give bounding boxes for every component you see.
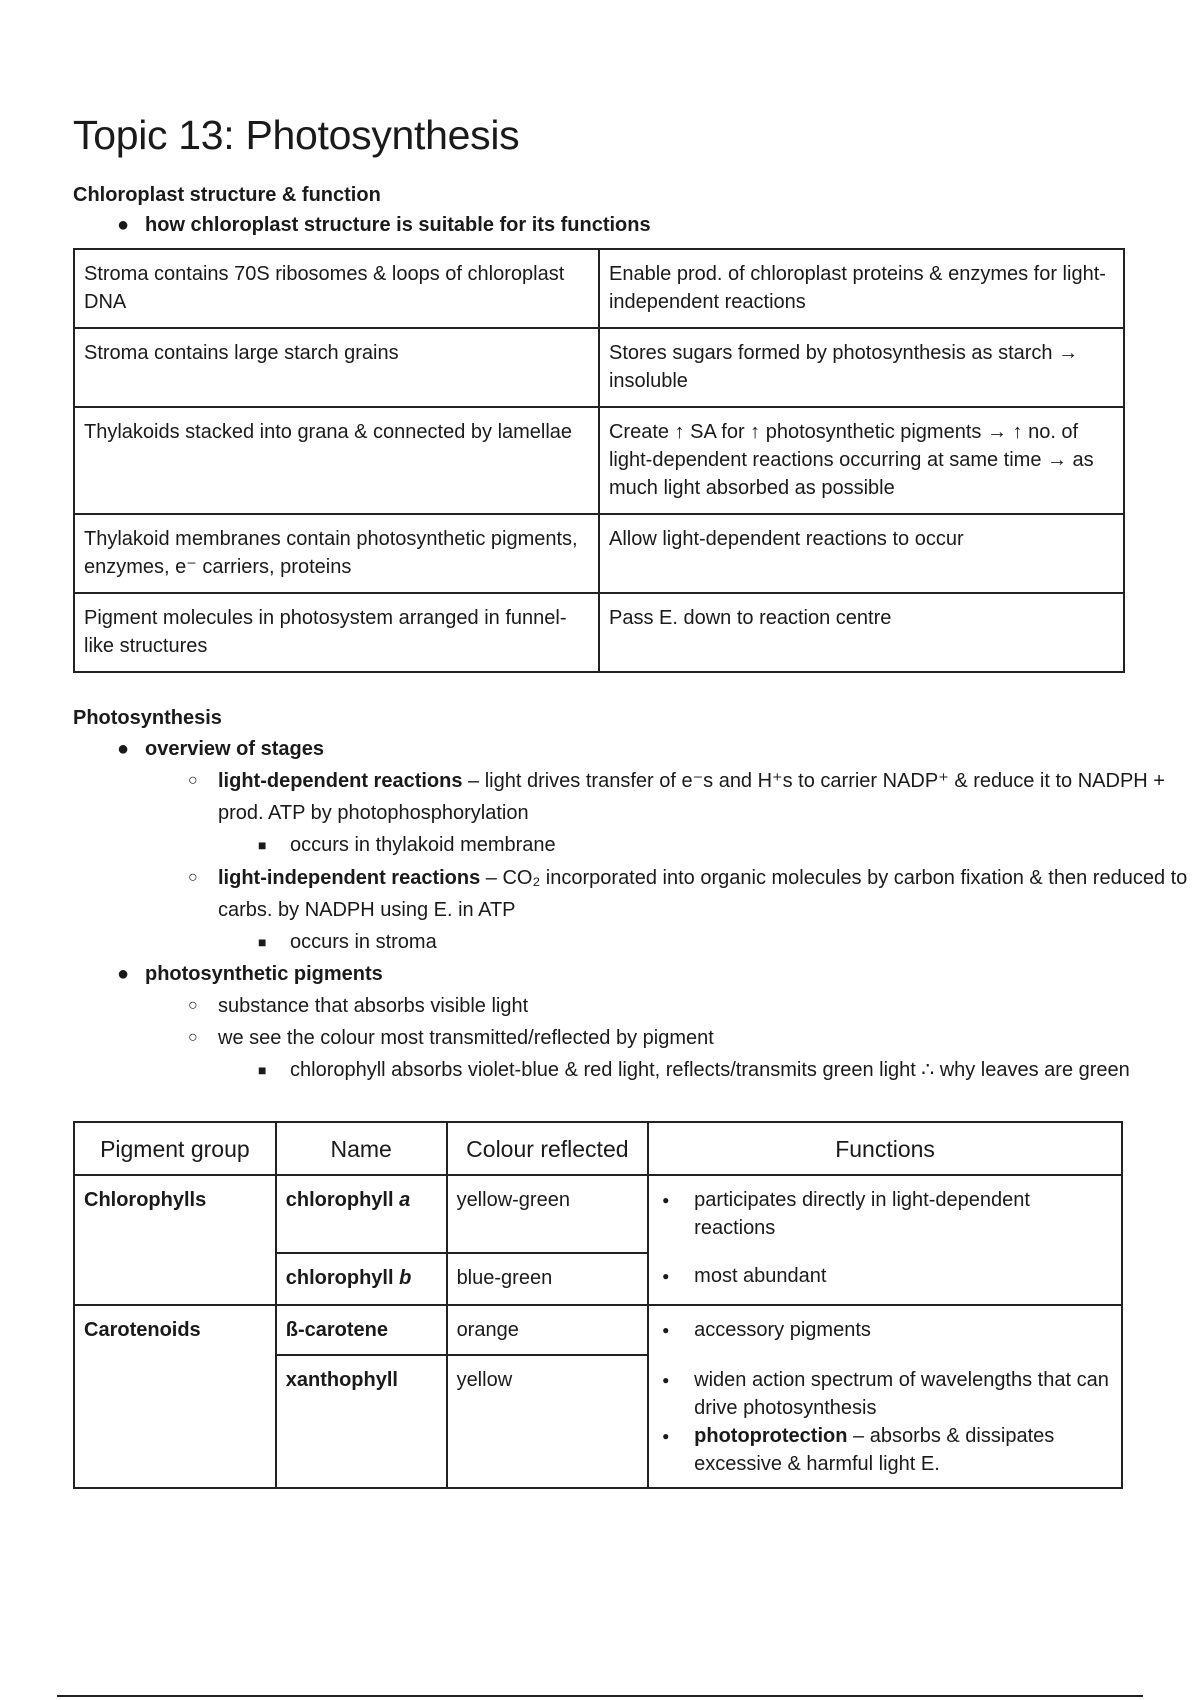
function-cell: Pass E. down to reaction centre bbox=[599, 593, 1124, 672]
circle-bullet-icon: ○ bbox=[188, 869, 198, 886]
name-cell bbox=[276, 1175, 447, 1253]
ldr-sub-item bbox=[258, 829, 556, 861]
circle-bullet-icon: ○ bbox=[188, 772, 198, 789]
ldr-text: – light drives transfer of e⁻s and H⁺s to carrier NADP⁺ & reduce it to NADPH + prod. ATP by photophosphorylation bbox=[218, 770, 1165, 824]
colour-cell: yellow bbox=[447, 1355, 649, 1488]
page-title: Topic 13: Photosynthesis bbox=[73, 112, 520, 158]
structure-cell: Thylakoid membranes contain photosynthetic pigments, enzymes, e⁻ carriers, proteins bbox=[74, 514, 599, 593]
ldr-sub-text: occurs in thylakoid membrane bbox=[290, 834, 556, 856]
square-bullet-icon: ■ bbox=[258, 1062, 267, 1078]
pigment-sub-text: chlorophyll absorbs violet-blue & red light, reflects/transmits green light ∴ why leaves are green bbox=[290, 1059, 1130, 1081]
pigments-bullet bbox=[117, 958, 383, 990]
colour-cell: yellow-green bbox=[447, 1175, 649, 1253]
functions-list bbox=[658, 1186, 1112, 1290]
colour-cell: orange bbox=[447, 1305, 649, 1355]
name-cell bbox=[276, 1253, 447, 1305]
structure-cell: Stroma contains 70S ribosomes & loops of chloroplast DNA bbox=[74, 249, 599, 328]
square-bullet-icon: ■ bbox=[258, 934, 267, 950]
section-bullet-text: how chloroplast structure is suitable for its functions bbox=[145, 214, 651, 236]
chloroplast-table bbox=[73, 248, 1125, 673]
lir-text: – CO₂ incorporated into organic molecules by carbon fixation & then reduced to carbs. by NADPH using E. in ATP bbox=[218, 867, 1188, 921]
function-cell: Stores sugars formed by photosynthesis as starch → insoluble bbox=[599, 328, 1124, 407]
functions-list bbox=[658, 1316, 1112, 1478]
function-cell: Enable prod. of chloroplast proteins & enzymes for light-independent reactions bbox=[599, 249, 1124, 328]
name-letter: a bbox=[399, 1189, 411, 1211]
col-header-pigment-group: Pigment group bbox=[74, 1122, 276, 1175]
function-item: ● widen action spectrum of wavelengths that can drive photosynthesis bbox=[658, 1366, 1112, 1422]
overview-bullet bbox=[117, 733, 324, 765]
name-cell: xanthophyll bbox=[276, 1355, 447, 1488]
circle-bullet-icon: ○ bbox=[188, 1029, 198, 1046]
function-cell: Create ↑ SA for ↑ photosynthetic pigments → ↑ no. of light-dependent reactions occurring at same time → as much light absorbed as possible bbox=[599, 407, 1124, 514]
lir-sub-text: occurs in stroma bbox=[290, 931, 437, 953]
function-cell: Allow light-dependent reactions to occur bbox=[599, 514, 1124, 593]
name-text: chlorophyll bbox=[285, 1267, 400, 1289]
group-cell: Carotenoids bbox=[74, 1305, 276, 1488]
table-row bbox=[74, 407, 1124, 514]
group-cell: Chlorophylls bbox=[74, 1175, 276, 1305]
functions-cell bbox=[648, 1305, 1122, 1488]
pigments-label: photosynthetic pigments bbox=[145, 963, 383, 985]
bullet-icon: ● bbox=[117, 214, 130, 236]
table-row bbox=[74, 328, 1124, 407]
section-heading-photosynthesis: Photosynthesis bbox=[73, 707, 222, 729]
table-row bbox=[74, 1175, 1122, 1253]
bullet-icon: ● bbox=[117, 738, 130, 760]
table-row bbox=[74, 514, 1124, 593]
lir-sub-item bbox=[258, 926, 437, 958]
pigment-item bbox=[188, 990, 529, 1022]
table-header-row bbox=[74, 1122, 1122, 1175]
name-text: chlorophyll bbox=[285, 1189, 400, 1211]
bullet-icon: ● bbox=[117, 963, 130, 985]
col-header-colour: Colour reflected bbox=[447, 1122, 649, 1175]
table-row bbox=[74, 249, 1124, 328]
colour-cell: blue-green bbox=[447, 1253, 649, 1305]
col-header-functions: Functions bbox=[648, 1122, 1122, 1175]
pigment-item bbox=[188, 1022, 714, 1054]
overview-text: overview of stages bbox=[145, 738, 324, 760]
square-bullet-icon: ■ bbox=[258, 837, 267, 853]
table-row bbox=[74, 1305, 1122, 1355]
section-bullet bbox=[117, 213, 651, 237]
structure-cell: Pigment molecules in photosystem arranged in funnel-like structures bbox=[74, 593, 599, 672]
function-bold: photoprotection bbox=[694, 1425, 848, 1447]
table-row bbox=[74, 593, 1124, 672]
function-item: ● participates directly in light-dependent reactions bbox=[658, 1186, 1112, 1242]
pigment-text: we see the colour most transmitted/reflected by pigment bbox=[218, 1027, 714, 1049]
function-item: ● most abundant bbox=[658, 1262, 1112, 1290]
bottom-divider bbox=[57, 1695, 1143, 1697]
pigment-sub-item bbox=[258, 1054, 1170, 1086]
pigment-table bbox=[73, 1121, 1123, 1489]
name-cell: ß-carotene bbox=[276, 1305, 447, 1355]
functions-cell bbox=[648, 1175, 1122, 1305]
pigment-text: substance that absorbs visible light bbox=[218, 995, 529, 1017]
function-text: – absorbs & dissipates excessive & harmful light E. bbox=[694, 1425, 1055, 1475]
structure-cell: Thylakoids stacked into grana & connected by lamellae bbox=[74, 407, 599, 514]
ldr-label: light-dependent reactions bbox=[218, 770, 463, 792]
col-header-name: Name bbox=[276, 1122, 447, 1175]
section-heading-chloroplast: Chloroplast structure & function bbox=[73, 184, 381, 206]
name-letter: b bbox=[399, 1267, 412, 1289]
function-item bbox=[658, 1422, 1112, 1478]
circle-bullet-icon: ○ bbox=[188, 997, 198, 1014]
function-item: ● accessory pigments bbox=[658, 1316, 1112, 1344]
structure-cell: Stroma contains large starch grains bbox=[74, 328, 599, 407]
lir-label: light-independent reactions bbox=[218, 867, 481, 889]
lir-item bbox=[188, 862, 1198, 926]
ldr-item bbox=[188, 765, 1198, 829]
